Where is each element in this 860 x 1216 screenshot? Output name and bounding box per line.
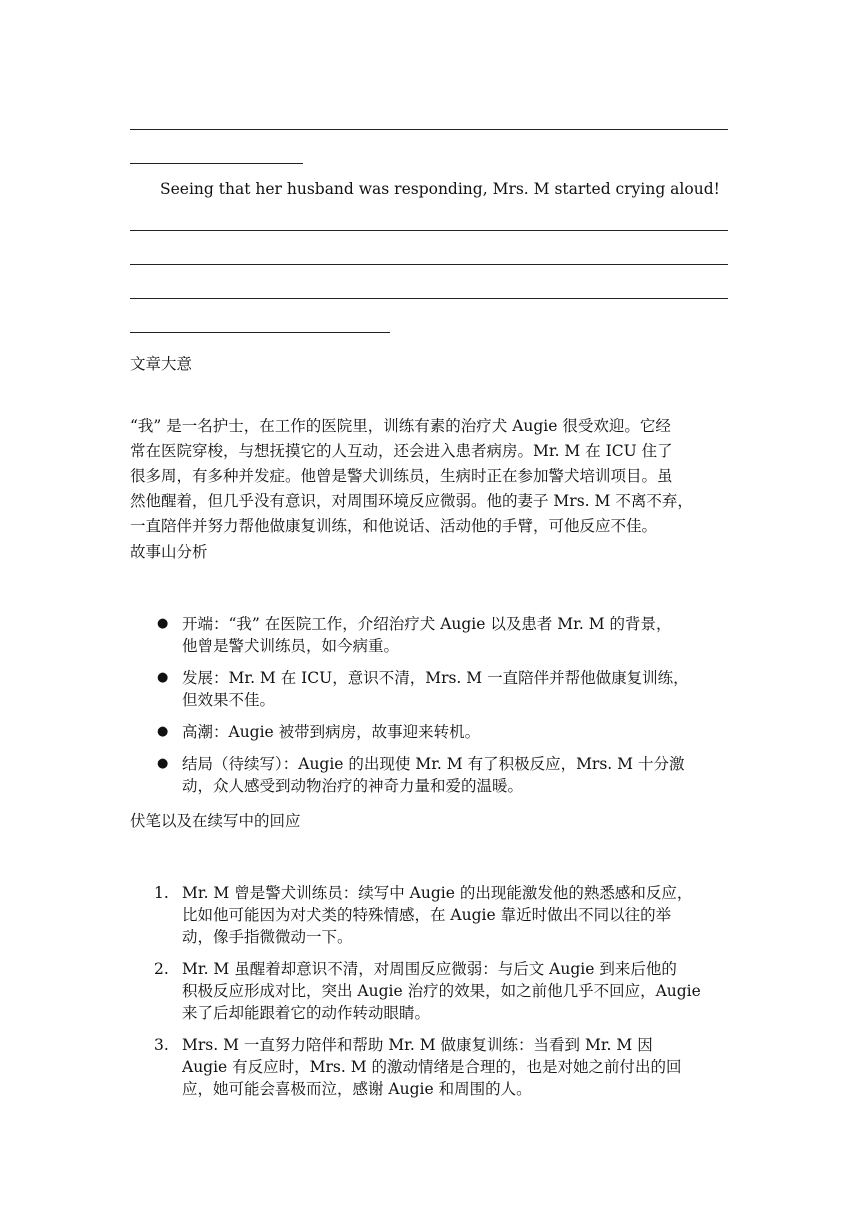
story-mountain-list bbox=[130, 613, 730, 797]
list-item bbox=[130, 958, 730, 1024]
writing-line bbox=[130, 298, 728, 299]
list-item-line: 动，像手指微微动一下。 bbox=[182, 928, 353, 946]
list-item bbox=[130, 613, 730, 657]
bullet-icon: ● bbox=[157, 670, 169, 685]
list-item-line: Mr. M 曾是警犬训练员：续写中 Augie 的出现能激发他的熟悉感和反应， bbox=[182, 884, 693, 902]
list-item bbox=[130, 753, 730, 797]
writing-line-short bbox=[130, 332, 390, 333]
bullet-icon: ● bbox=[157, 724, 169, 739]
writing-line bbox=[130, 129, 728, 130]
list-item-line: Mrs. M 一直努力陪伴和帮助 Mr. M 做康复训练：当看到 Mr. M 因 bbox=[182, 1036, 653, 1054]
continuation-sentence: Seeing that her husband was responding, Mrs. M started crying aloud! bbox=[160, 180, 720, 198]
list-number: 3. bbox=[154, 1036, 169, 1054]
summary-line: 一直陪伴并努力帮他做康复训练，和他说话、活动他的手臂，可他反应不佳。 bbox=[130, 517, 658, 535]
writing-line bbox=[130, 230, 728, 231]
bullet-icon: ● bbox=[157, 616, 169, 631]
foreshadowing-list bbox=[130, 882, 730, 1100]
foreshadowing-heading: 伏笔以及在续写中的回应 bbox=[130, 812, 301, 830]
list-item-line: Mr. M 虽醒着却意识不清，对周围反应微弱：与后文 Augie 到来后他的 bbox=[182, 960, 677, 978]
summary-line: “我” 是一名护士，在工作的医院里，训练有素的治疗犬 Augie 很受欢迎。它经 bbox=[130, 417, 671, 435]
list-item-line: 来了后却能跟着它的动作转动眼睛。 bbox=[182, 1004, 431, 1022]
list-item-line: 他曾是警犬训练员，如今病重。 bbox=[182, 637, 400, 655]
list-number: 2. bbox=[154, 960, 169, 978]
writing-line-short bbox=[130, 163, 303, 164]
list-item-line: Augie 有反应时，Mrs. M 的激动情绪是合理的，也是对她之前付出的回 bbox=[182, 1058, 682, 1076]
writing-line bbox=[130, 264, 728, 265]
list-item bbox=[130, 882, 730, 948]
list-number: 1. bbox=[154, 884, 169, 902]
list-item-line: 积极反应形成对比，突出 Augie 治疗的效果，如之前他几乎不回应，Augie bbox=[182, 982, 701, 1000]
summary-heading: 文章大意 bbox=[130, 355, 193, 373]
list-item-line: 发展：Mr. M 在 ICU，意识不清，Mrs. M 一直陪伴并帮他做康复训练， bbox=[182, 669, 689, 687]
list-item-line: 开端：“我” 在医院工作，介绍治疗犬 Augie 以及患者 Mr. M 的背景， bbox=[182, 615, 672, 633]
bullet-icon: ● bbox=[157, 756, 169, 771]
list-item-line: 结局（待续写）：Augie 的出现使 Mr. M 有了积极反应，Mrs. M 十分激 bbox=[182, 755, 685, 773]
story-mountain-heading: 故事山分析 bbox=[130, 543, 208, 561]
summary-line: 常在医院穿梭，与想抚摸它的人互动，还会进入患者病房。Mr. M 在 ICU 住了 bbox=[130, 442, 673, 460]
list-item-line: 高潮：Augie 被带到病房，故事迎来转机。 bbox=[182, 723, 481, 741]
list-item bbox=[130, 721, 730, 743]
summary-line: 然他醒着，但几乎没有意识，对周围环境反应微弱。他的妻子 Mrs. M 不离不弃， bbox=[130, 492, 693, 510]
list-item-line: 比如他可能因为对犬类的特殊情感，在 Augie 靠近时做出不同以往的举 bbox=[182, 906, 672, 924]
list-item bbox=[130, 1034, 730, 1100]
list-item bbox=[130, 667, 730, 711]
list-item-line: 动，众人感受到动物治疗的神奇力量和爱的温暖。 bbox=[182, 777, 524, 795]
list-item-line: 但效果不佳。 bbox=[182, 691, 276, 709]
list-item-line: 应，她可能会喜极而泣，感谢 Augie 和周围的人。 bbox=[182, 1080, 532, 1098]
summary-line: 很多周，有多种并发症。他曾是警犬训练员，生病时正在参加警犬培训项目。虽 bbox=[130, 467, 673, 485]
